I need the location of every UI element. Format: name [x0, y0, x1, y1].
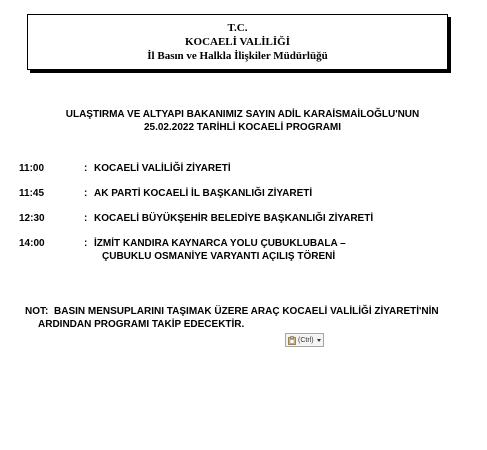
schedule-event: İZMİT KANDIRA KAYNARCA YOLU ÇUBUKLUBALA –	[94, 238, 346, 249]
clipboard-icon	[288, 336, 296, 345]
program-title-line2: 25.02.2022 TARİHLİ KOCAELİ PROGRAMI	[143, 122, 342, 133]
schedule-event: KOCAELİ VALİLİĞİ ZİYARETİ	[94, 163, 231, 174]
schedule-event: KOCAELİ BÜYÜKŞEHİR BELEDİYE BAŞKANLIĞI ZİYARETİ	[94, 213, 374, 224]
program-title-line1: ULAŞTIRMA VE ALTYAPI BAKANIMIZ SAYIN ADİL KARAİSMAİLOĞLU'NUN	[65, 109, 420, 120]
header-line-directorate: İl Basın ve Halkla İlişkiler Müdürlüğü	[147, 50, 328, 62]
program-title	[20, 108, 465, 134]
header-line-tc: T.C.	[227, 22, 248, 34]
schedule-separator: :	[84, 188, 88, 199]
note-line1: BASIN MENSUPLARINI TAŞIMAK ÜZERE ARAÇ KOCAELİ VALİLİĞİ ZİYARETİ'NİN	[54, 306, 439, 317]
schedule-time: 11:45	[19, 188, 45, 199]
schedule-separator: :	[84, 213, 88, 224]
schedule-event-continuation: ÇUBUKLU OSMANİYE VARYANTI AÇILIŞ TÖRENİ	[102, 251, 336, 262]
schedule-time: 11:00	[19, 163, 45, 174]
header-line-governorship: KOCAELİ VALİLİĞİ	[184, 36, 291, 48]
schedule-time: 14:00	[19, 238, 45, 249]
schedule-event: AK PARTİ KOCAELİ İL BAŞKANLIĞI ZİYARETİ	[94, 188, 313, 199]
chevron-down-icon	[317, 339, 321, 342]
paste-options-button[interactable]	[285, 333, 324, 347]
schedule-time: 12:30	[19, 213, 45, 224]
schedule-separator: :	[84, 238, 88, 249]
note-label: NOT:	[25, 306, 49, 317]
paste-options-label: (Ctrl)	[298, 336, 314, 344]
note-line2: ARDINDAN PROGRAMI TAKİP EDECEKTİR.	[38, 319, 245, 330]
header-box	[27, 14, 448, 70]
schedule-separator: :	[84, 163, 88, 174]
